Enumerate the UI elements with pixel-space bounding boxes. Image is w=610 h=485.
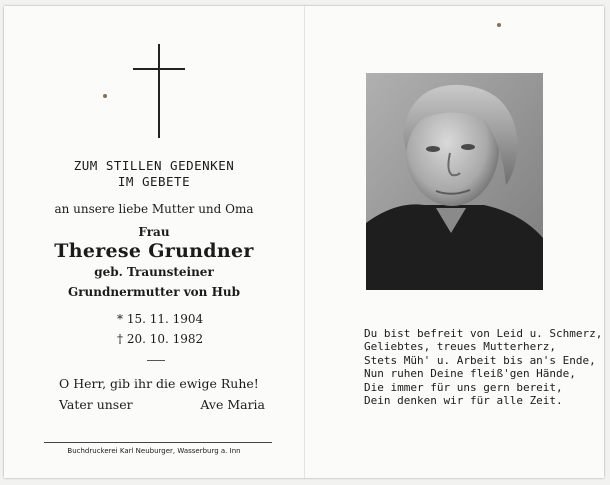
- heading-line-1: ZUM STILLEN GEDENKEN: [73, 158, 235, 173]
- prayer-vater-unser: Vater unser: [59, 397, 133, 412]
- cross-icon: [158, 44, 160, 138]
- memorial-poem: [364, 327, 602, 407]
- intro-text: an unsere liebe Mutter und Oma: [54, 202, 254, 216]
- prayer-ave-maria: Ave Maria: [200, 397, 265, 412]
- name-prefix: Frau: [138, 225, 170, 239]
- prayer-row: [59, 397, 265, 412]
- footer-divider: [44, 442, 272, 443]
- poem-line: Geliebtes, treues Mutterherz,: [364, 340, 557, 354]
- portrait-photo: [366, 73, 543, 290]
- poem-line: Dein denken wir für alle Zeit.: [364, 394, 563, 408]
- paper-speck: [497, 23, 501, 27]
- right-panel: [305, 6, 604, 478]
- poem-line: Nun ruhen Deine fleiß'gen Hände,: [364, 367, 576, 381]
- portrait-image: [366, 73, 543, 290]
- printer-credit: Buchdruckerei Karl Neuburger, Wasserburg a. Inn: [67, 447, 241, 455]
- prayer-line: O Herr, gib ihr die ewige Ruhe!: [59, 376, 259, 391]
- deceased-name: Therese Grundner: [54, 240, 254, 262]
- memorial-card: [4, 6, 604, 478]
- poem-line: Du bist befreit von Leid u. Schmerz,: [364, 327, 603, 340]
- death-date: † 20. 10. 1982: [117, 332, 204, 346]
- title-text: Grundnermutter von Hub: [67, 285, 241, 299]
- poem-line: Die immer für uns gern bereit,: [364, 380, 563, 394]
- birth-date: * 15. 11. 1904: [117, 312, 204, 326]
- poem-line: Stets Müh' u. Arbeit bis an's Ende,: [364, 353, 596, 367]
- heading-line-2: IM GEBETE: [117, 174, 191, 189]
- maiden-name: geb. Traunsteiner: [94, 265, 214, 279]
- cross-icon-bar: [133, 68, 185, 70]
- paper-speck: [103, 94, 107, 98]
- left-panel: [4, 6, 305, 478]
- divider: [147, 360, 165, 361]
